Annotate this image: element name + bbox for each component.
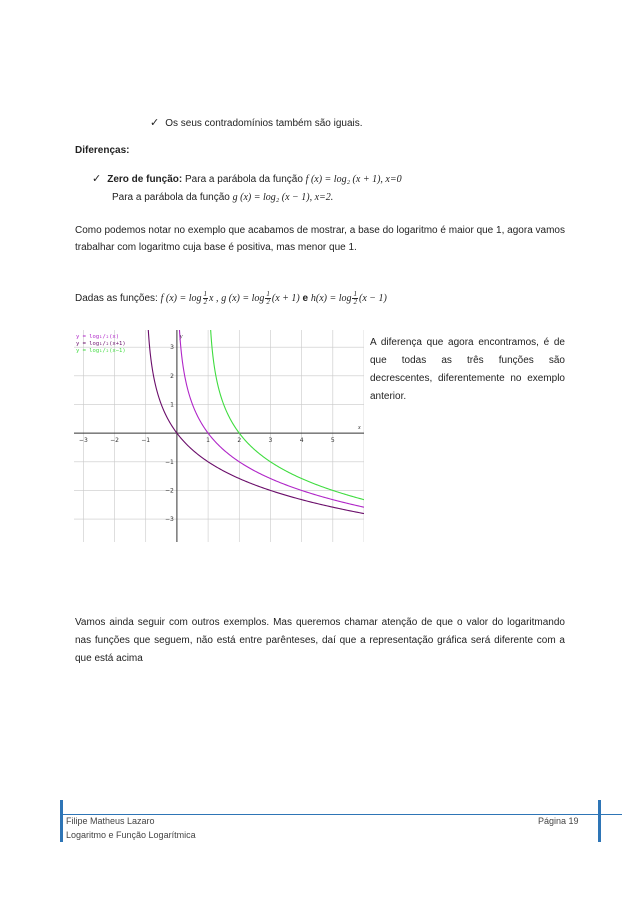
zero-formula-1: f (x) = log₂ (x + 1), x=0 xyxy=(305,174,402,185)
g-definition: g (x) = log xyxy=(221,293,265,305)
h-argument: (x − 1) xyxy=(358,293,387,305)
footer-author: Filipe Matheus Lazaro xyxy=(66,816,155,826)
x-tick-label: −1 xyxy=(141,437,151,445)
zero-line-1 xyxy=(92,172,402,187)
y-tick-label: −2 xyxy=(165,487,174,495)
log-functions-chart xyxy=(74,330,364,542)
y-tick-label: 3 xyxy=(170,344,174,352)
frac-num: 1 xyxy=(203,290,208,298)
check-icon: ✓ xyxy=(92,172,102,185)
x-tick-label: 3 xyxy=(268,437,273,445)
bullet-codomain-text: Os seus contradomínios também são iguais. xyxy=(165,118,363,129)
y-axis-label: y xyxy=(179,334,183,340)
fraction-base xyxy=(352,291,358,306)
paragraph-next-examples: Vamos ainda seguir com outros exemplos. Mas queremos chamar atenção de que o valor do logaritmando nas funções que seguem, não está entre parênteses, daí que a representação gráfica será diferente com a que está acima xyxy=(75,617,565,664)
frac-num: 1 xyxy=(266,290,270,298)
frac-den: 2 xyxy=(266,298,270,306)
f-argument: x , xyxy=(209,293,219,305)
footer-rule xyxy=(62,814,622,815)
paragraph-base-explanation: Como podemos notar no exemplo que acabamos de mostrar, a base do logaritmo é maior que 1, agora vamos trabalhar com logaritmo cuja base é positiva, mas menor que 1. xyxy=(75,225,565,253)
x-tick-label: 2 xyxy=(237,437,242,445)
given-functions xyxy=(75,291,387,306)
footer-subject: Logaritmo e Função Logarítmica xyxy=(66,830,196,840)
footer-bar-right xyxy=(598,800,601,842)
g-argument: (x + 1) xyxy=(271,293,300,305)
and-word: e xyxy=(302,293,309,305)
bullet-codomain xyxy=(150,116,363,131)
frac-den: 2 xyxy=(353,298,357,306)
series-line-2 xyxy=(148,330,364,514)
x-tick-label: 4 xyxy=(299,437,304,445)
x-tick-label: 5 xyxy=(330,437,335,445)
paragraph-decreasing: A diferença que agora encontramos, é de que todas as três funções são decrescentes, diferentemente no exemplo anterior. xyxy=(370,337,565,402)
zero-formula-2: g (x) = log₂ (x − 1), x=2. xyxy=(232,192,334,203)
zero-line-2 xyxy=(112,191,333,205)
f-definition: f (x) = log xyxy=(160,293,202,305)
zero-label: Zero de função: xyxy=(107,174,183,185)
y-tick-label: 2 xyxy=(170,372,174,380)
series-line-3 xyxy=(211,330,364,500)
x-tick-label: −3 xyxy=(78,437,88,445)
fraction-base xyxy=(203,291,209,306)
legend-entry: y = log₁/₂(x−1) xyxy=(76,348,126,354)
check-icon: ✓ xyxy=(150,116,160,129)
legend-entry: y = log₁/₂(x+1) xyxy=(76,341,126,347)
y-tick-label: 1 xyxy=(170,401,174,409)
zero-text-2: Para a parábola da função xyxy=(112,192,230,203)
h-definition: h(x) = log xyxy=(310,293,352,305)
differences-heading: Diferenças: xyxy=(75,145,130,156)
frac-num: 1 xyxy=(353,290,357,298)
footer-page-number: Página 19 xyxy=(538,816,579,826)
x-tick-label: −2 xyxy=(110,437,119,445)
given-label: Dadas as funções: xyxy=(75,293,158,305)
footer-bar-left xyxy=(60,800,63,842)
series-line-1 xyxy=(179,330,364,507)
fraction-base xyxy=(265,291,271,306)
y-tick-label: −1 xyxy=(165,458,174,466)
y-tick-label: −3 xyxy=(165,516,174,524)
zero-text-1: Para a parábola da função xyxy=(185,174,303,185)
legend-entry: y = log₁/₂(x) xyxy=(76,334,120,340)
frac-den: 2 xyxy=(203,298,208,306)
x-axis-label: x xyxy=(358,425,361,432)
x-tick-label: 1 xyxy=(206,437,211,445)
